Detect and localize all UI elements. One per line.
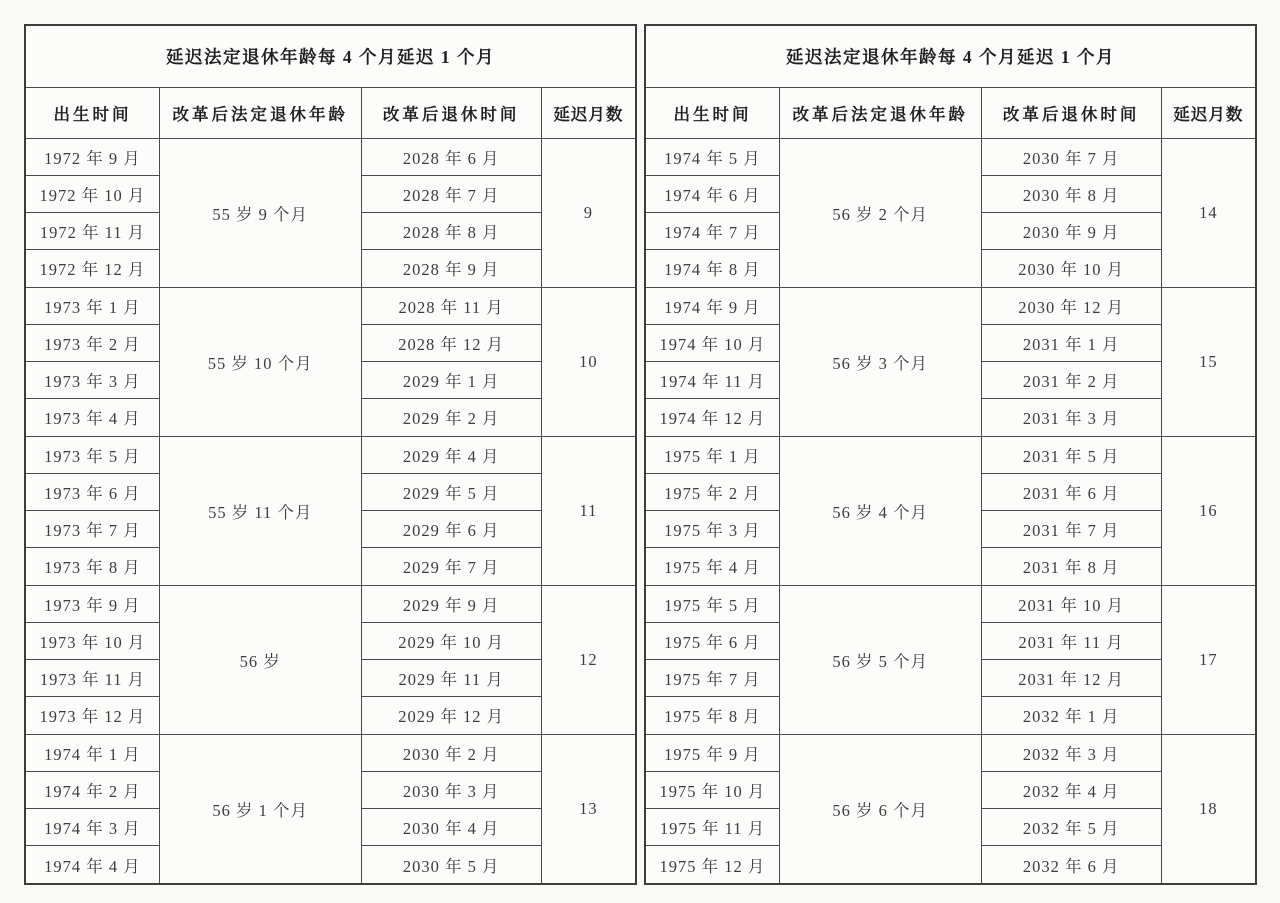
- birth-month-cell: 1975 年 1 月: [645, 436, 779, 473]
- birth-month-cell: 1975 年 7 月: [645, 660, 779, 697]
- delay-months-cell: 12: [541, 585, 636, 734]
- retirement-month-cell: 2028 年 12 月: [361, 324, 541, 361]
- retirement-month-cell: 2031 年 10 月: [981, 585, 1161, 622]
- table-row: [25, 138, 636, 175]
- retirement-age-cell: 56 岁: [159, 585, 361, 734]
- retirement-month-cell: 2030 年 7 月: [981, 138, 1161, 175]
- birth-month-cell: 1972 年 11 月: [25, 213, 159, 250]
- birth-month-cell: 1974 年 1 月: [25, 734, 159, 771]
- birth-month-cell: 1972 年 9 月: [25, 138, 159, 175]
- birth-month-cell: 1973 年 10 月: [25, 622, 159, 659]
- retirement-month-cell: 2029 年 12 月: [361, 697, 541, 734]
- birth-month-cell: 1973 年 6 月: [25, 473, 159, 510]
- retirement-month-cell: 2030 年 10 月: [981, 250, 1161, 287]
- birth-month-cell: 1975 年 4 月: [645, 548, 779, 585]
- delay-months-cell: 15: [1161, 287, 1256, 436]
- birth-month-cell: 1975 年 11 月: [645, 809, 779, 846]
- table-row: [25, 436, 636, 473]
- col-header-delay-months: 延迟月数: [1161, 87, 1256, 138]
- retirement-delay-table: [24, 24, 637, 885]
- birth-month-cell: 1974 年 2 月: [25, 771, 159, 808]
- table-row: [25, 287, 636, 324]
- col-header-statutory-retirement-age: 改革后法定退休年龄: [779, 87, 981, 138]
- col-header-retirement-time: 改革后退休时间: [361, 87, 541, 138]
- retirement-age-cell: 55 岁 10 个月: [159, 287, 361, 436]
- retirement-month-cell: 2030 年 5 月: [361, 846, 541, 884]
- birth-month-cell: 1974 年 5 月: [645, 138, 779, 175]
- delay-months-cell: 17: [1161, 585, 1256, 734]
- retirement-month-cell: 2029 年 1 月: [361, 362, 541, 399]
- table-row: [645, 436, 1256, 473]
- col-header-birth-time: 出生时间: [645, 87, 779, 138]
- retirement-month-cell: 2029 年 9 月: [361, 585, 541, 622]
- retirement-table-right: [644, 24, 1257, 885]
- birth-month-cell: 1972 年 10 月: [25, 175, 159, 212]
- birth-month-cell: 1974 年 8 月: [645, 250, 779, 287]
- retirement-month-cell: 2029 年 11 月: [361, 660, 541, 697]
- table-header-row: [25, 87, 636, 138]
- col-header-retirement-time: 改革后退休时间: [981, 87, 1161, 138]
- birth-month-cell: 1974 年 6 月: [645, 175, 779, 212]
- retirement-month-cell: 2031 年 12 月: [981, 660, 1161, 697]
- retirement-age-cell: 56 岁 2 个月: [779, 138, 981, 287]
- retirement-month-cell: 2031 年 7 月: [981, 511, 1161, 548]
- retirement-month-cell: 2029 年 7 月: [361, 548, 541, 585]
- retirement-month-cell: 2032 年 1 月: [981, 697, 1161, 734]
- retirement-month-cell: 2030 年 8 月: [981, 175, 1161, 212]
- col-header-delay-months: 延迟月数: [541, 87, 636, 138]
- birth-month-cell: 1973 年 9 月: [25, 585, 159, 622]
- retirement-month-cell: 2031 年 2 月: [981, 362, 1161, 399]
- birth-month-cell: 1973 年 4 月: [25, 399, 159, 436]
- retirement-age-cell: 55 岁 9 个月: [159, 138, 361, 287]
- retirement-age-cell: 56 岁 4 个月: [779, 436, 981, 585]
- birth-month-cell: 1973 年 5 月: [25, 436, 159, 473]
- birth-month-cell: 1974 年 10 月: [645, 324, 779, 361]
- col-header-birth-time: 出生时间: [25, 87, 159, 138]
- table-title: 延迟法定退休年龄每 4 个月延迟 1 个月: [25, 25, 636, 87]
- table-row: [645, 287, 1256, 324]
- birth-month-cell: 1974 年 7 月: [645, 213, 779, 250]
- birth-month-cell: 1975 年 12 月: [645, 846, 779, 884]
- retirement-month-cell: 2029 年 6 月: [361, 511, 541, 548]
- retirement-month-cell: 2032 年 6 月: [981, 846, 1161, 884]
- birth-month-cell: 1974 年 12 月: [645, 399, 779, 436]
- retirement-month-cell: 2032 年 5 月: [981, 809, 1161, 846]
- birth-month-cell: 1975 年 3 月: [645, 511, 779, 548]
- birth-month-cell: 1973 年 11 月: [25, 660, 159, 697]
- birth-month-cell: 1975 年 5 月: [645, 585, 779, 622]
- birth-month-cell: 1975 年 8 月: [645, 697, 779, 734]
- retirement-delay-table: [644, 24, 1257, 885]
- retirement-age-cell: 55 岁 11 个月: [159, 436, 361, 585]
- delay-months-cell: 11: [541, 436, 636, 585]
- birth-month-cell: 1973 年 12 月: [25, 697, 159, 734]
- birth-month-cell: 1972 年 12 月: [25, 250, 159, 287]
- table-row: [645, 585, 1256, 622]
- retirement-month-cell: 2030 年 2 月: [361, 734, 541, 771]
- delay-months-cell: 13: [541, 734, 636, 884]
- table-body: [645, 138, 1256, 884]
- birth-month-cell: 1973 年 1 月: [25, 287, 159, 324]
- retirement-month-cell: 2030 年 9 月: [981, 213, 1161, 250]
- retirement-month-cell: 2028 年 9 月: [361, 250, 541, 287]
- retirement-month-cell: 2030 年 3 月: [361, 771, 541, 808]
- retirement-age-cell: 56 岁 1 个月: [159, 734, 361, 884]
- retirement-month-cell: 2032 年 4 月: [981, 771, 1161, 808]
- birth-month-cell: 1973 年 7 月: [25, 511, 159, 548]
- table-title-row: [645, 25, 1256, 87]
- retirement-month-cell: 2031 年 1 月: [981, 324, 1161, 361]
- birth-month-cell: 1973 年 8 月: [25, 548, 159, 585]
- retirement-month-cell: 2031 年 8 月: [981, 548, 1161, 585]
- table-row: [645, 138, 1256, 175]
- retirement-table-left: [24, 24, 637, 885]
- birth-month-cell: 1974 年 4 月: [25, 846, 159, 884]
- retirement-month-cell: 2031 年 5 月: [981, 436, 1161, 473]
- delay-months-cell: 14: [1161, 138, 1256, 287]
- birth-month-cell: 1975 年 2 月: [645, 473, 779, 510]
- retirement-month-cell: 2029 年 2 月: [361, 399, 541, 436]
- retirement-age-cell: 56 岁 6 个月: [779, 734, 981, 884]
- retirement-age-cell: 56 岁 3 个月: [779, 287, 981, 436]
- table-title-row: [25, 25, 636, 87]
- retirement-month-cell: 2030 年 12 月: [981, 287, 1161, 324]
- table-row: [25, 734, 636, 771]
- table-row: [25, 585, 636, 622]
- table-body: [25, 138, 636, 884]
- retirement-month-cell: 2029 年 5 月: [361, 473, 541, 510]
- table-row: [645, 734, 1256, 771]
- retirement-month-cell: 2031 年 11 月: [981, 622, 1161, 659]
- retirement-month-cell: 2031 年 3 月: [981, 399, 1161, 436]
- table-title: 延迟法定退休年龄每 4 个月延迟 1 个月: [645, 25, 1256, 87]
- birth-month-cell: 1974 年 9 月: [645, 287, 779, 324]
- birth-month-cell: 1973 年 2 月: [25, 324, 159, 361]
- delay-months-cell: 10: [541, 287, 636, 436]
- retirement-month-cell: 2031 年 6 月: [981, 473, 1161, 510]
- retirement-month-cell: 2028 年 6 月: [361, 138, 541, 175]
- birth-month-cell: 1975 年 6 月: [645, 622, 779, 659]
- retirement-month-cell: 2029 年 4 月: [361, 436, 541, 473]
- table-header-row: [645, 87, 1256, 138]
- col-header-statutory-retirement-age: 改革后法定退休年龄: [159, 87, 361, 138]
- delay-months-cell: 18: [1161, 734, 1256, 884]
- delay-months-cell: 9: [541, 138, 636, 287]
- retirement-month-cell: 2030 年 4 月: [361, 809, 541, 846]
- birth-month-cell: 1973 年 3 月: [25, 362, 159, 399]
- delay-months-cell: 16: [1161, 436, 1256, 585]
- birth-month-cell: 1974 年 3 月: [25, 809, 159, 846]
- retirement-month-cell: 2029 年 10 月: [361, 622, 541, 659]
- birth-month-cell: 1975 年 10 月: [645, 771, 779, 808]
- retirement-month-cell: 2028 年 11 月: [361, 287, 541, 324]
- birth-month-cell: 1975 年 9 月: [645, 734, 779, 771]
- retirement-month-cell: 2028 年 8 月: [361, 213, 541, 250]
- retirement-age-cell: 56 岁 5 个月: [779, 585, 981, 734]
- birth-month-cell: 1974 年 11 月: [645, 362, 779, 399]
- retirement-month-cell: 2028 年 7 月: [361, 175, 541, 212]
- retirement-month-cell: 2032 年 3 月: [981, 734, 1161, 771]
